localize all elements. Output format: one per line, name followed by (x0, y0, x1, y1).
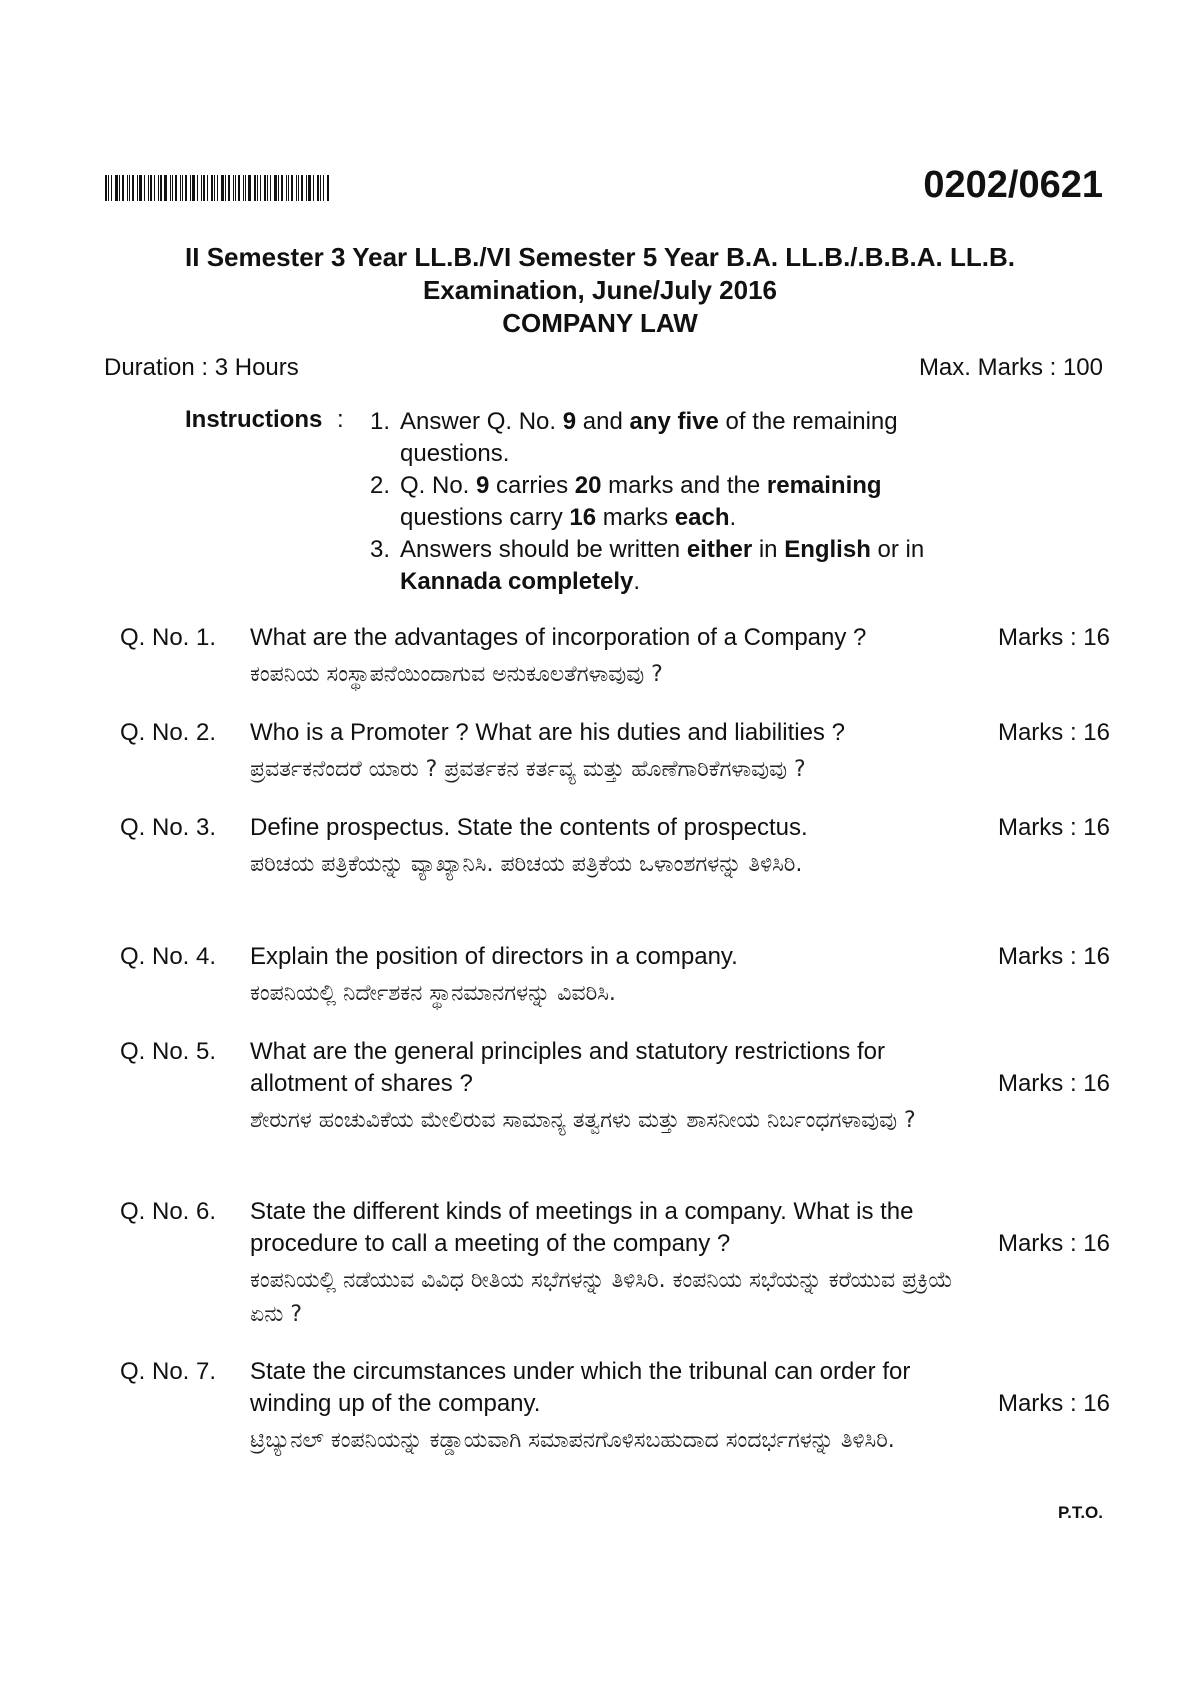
barcode-bar (278, 175, 279, 201)
instruction-item: 1. Answer Q. No. 9 and any five of the remaining questions. (369, 408, 898, 467)
barcode-bar (172, 175, 173, 201)
barcode-bar (228, 175, 230, 201)
question-2 (120, 717, 1110, 797)
question-3 (120, 812, 1110, 922)
question-number: Q. No. 7. (120, 1358, 217, 1385)
question-text-english: What are the general principles and statutory restrictions for allotment of shares ? (250, 1038, 885, 1097)
question-text-english: Define prospectus. State the contents of prospectus. (250, 814, 808, 841)
barcode-bar (264, 175, 266, 201)
question-text-english: What are the advantages of incorporation of a Company ? (250, 624, 867, 651)
barcode-bar (323, 175, 324, 201)
question-7 (120, 1356, 1110, 1496)
barcode-bar (182, 175, 183, 201)
question-5 (120, 1036, 1110, 1176)
barcode-bar (233, 175, 234, 201)
question-text-english: State the circumstances under which the tribunal can order for winding up of the company. (250, 1358, 911, 1417)
max-marks: Max. Marks : 100 (918, 354, 1103, 381)
question-text-kannada: ಪ್ರವರ್ತಕನೆಂದರೆ ಯಾರು ? ಪ್ರವರ್ತಕನ ಕರ್ತವ್ಯ ಮತ್ತು ಹೊಣೆಗಾರಿಕೆಗಳಾವುವು ? (250, 757, 806, 782)
question-text-english: State the different kinds of meetings in a company. What is the procedure to call a meeting of the company ? (250, 1198, 914, 1257)
barcode-bar (154, 175, 155, 201)
barcode-bar (127, 175, 128, 201)
question-text-kannada: ಕಂಪನಿಯಲ್ಲಿ ನಿರ್ದೇಶಕನ ಸ್ಥಾನಮಾನಗಳನ್ನು ವಿವರಿಸಿ. (250, 981, 616, 1006)
question-6 (120, 1196, 1110, 1336)
barcode-bar (301, 175, 303, 201)
barcode-bar (185, 175, 187, 201)
question-1 (120, 622, 1110, 702)
question-number: Q. No. 3. (120, 814, 217, 841)
question-marks: Marks : 16 (997, 1230, 1110, 1257)
barcode-bar (270, 175, 271, 201)
question-number: Q. No. 1. (120, 624, 217, 651)
question-marks: Marks : 16 (997, 624, 1110, 651)
barcode-bar (243, 175, 244, 201)
barcode-bar (298, 175, 299, 201)
barcode-bar (267, 175, 268, 201)
barcode-bar (180, 175, 181, 201)
barcode-bar (306, 175, 307, 201)
question-number: Q. No. 2. (120, 719, 217, 746)
instruction-item: 2. Q. No. 9 carries 20 marks and the remaining questions carry 16 marks each. (369, 472, 882, 531)
question-text-kannada: ಟ್ರಿಬ್ಯುನಲ್ ಕಂಪನಿಯನ್ನು ಕಡ್ಡಾಯವಾಗಿ ಸಮಾಪನಗೊಳಿಸಬಹುದಾದ ಸಂದರ್ಭಗಳನ್ನು ತಿಳಿಸಿರಿ. (250, 1428, 895, 1453)
barcode-bar (327, 175, 329, 201)
barcode-bar (132, 175, 134, 201)
barcode-bar (260, 175, 261, 201)
barcode-bar (164, 175, 167, 201)
instruction-item: 3. Answers should be written either in English or in Kannada completely. (369, 536, 925, 595)
barcode-bar (105, 175, 107, 201)
barcode-bar (296, 175, 297, 201)
question-text-kannada: ಶೇರುಗಳ ಹಂಚುವಿಕೆಯ ಮೇಲಿರುವ ಸಾಮಾನ್ಯ ತತ್ವಗಳು ಮತ್ತು ಶಾಸನೀಯ ನಿರ್ಬಂಧಗಳಾವುವು ? (250, 1108, 916, 1133)
barcode-bar (245, 175, 246, 201)
question-text-kannada: ಕಂಪನಿಯಲ್ಲಿ ನಡೆಯುವ ವಿವಿಧ ರೀತಿಯ ಸಭೆಗಳನ್ನು ತಿಳಿಸಿರಿ. ಕಂಪನಿಯ ಸಭೆಯನ್ನು ಕರೆಯುವ ಪ್ರಕ್ರಿಯೆ ಏನು ? (250, 1268, 953, 1327)
exam-title-line-1: II Semester 3 Year LL.B./VI Semester 5 Year B.A. LL.B./.B.B.A. LL.B. (185, 242, 1015, 272)
barcode-bar (190, 175, 191, 201)
barcode-bar (137, 175, 138, 201)
exam-title-line-2: Examination, June/July 2016 (422, 275, 778, 305)
subject-title: COMPANY LAW (502, 308, 698, 338)
barcode-bar (139, 175, 142, 201)
barcode-bar (211, 175, 213, 201)
question-marks: Marks : 16 (997, 719, 1110, 746)
barcode-bar (274, 175, 277, 201)
barcode-bar (248, 175, 251, 201)
barcode-bar (119, 175, 120, 201)
barcode-bar (160, 175, 162, 201)
barcode-bar (158, 175, 159, 201)
barcode-bar (254, 175, 256, 201)
barcode-bar (288, 175, 289, 201)
barcode-bar (214, 175, 215, 201)
barcode-bar (122, 175, 124, 201)
barcode-bar (150, 175, 152, 201)
barcode-bar (197, 175, 198, 201)
question-number: Q. No. 4. (120, 943, 217, 970)
barcode-bar (192, 175, 195, 201)
barcode-bar (317, 175, 319, 201)
barcode-bar (170, 175, 171, 201)
barcode-bar (221, 175, 224, 201)
barcode-bar (129, 175, 130, 201)
instructions-label: Instructions (185, 406, 323, 433)
question-text-kannada: ಪರಿಚಯ ಪತ್ರಿಕೆಯನ್ನು ವ್ಯಾಖ್ಯಾನಿಸಿ. ಪರಿಚಯ ಪತ್ರಿಕೆಯ ಒಳಾಂಶಗಳನ್ನು ತಿಳಿಸಿರಿ. (250, 852, 803, 877)
barcode-bar (291, 175, 293, 201)
barcode-bar (115, 175, 118, 201)
barcode-bar (225, 175, 226, 201)
barcode-bar (313, 175, 314, 201)
barcode-bar (257, 175, 258, 201)
barcode-bar (217, 175, 218, 201)
barcode-bar (238, 175, 240, 201)
instructions-colon: : (337, 406, 344, 433)
question-marks: Marks : 16 (997, 1070, 1110, 1097)
barcode-bar (235, 175, 236, 201)
barcode-bar (320, 175, 321, 201)
question-number: Q. No. 6. (120, 1198, 217, 1225)
barcode-bar (201, 175, 202, 201)
pto-label: P.T.O. (1057, 1503, 1103, 1522)
question-text-english: Explain the position of directors in a company. (250, 943, 738, 970)
instructions-list (350, 406, 960, 598)
barcode-bar (144, 175, 145, 201)
question-marks: Marks : 16 (997, 814, 1110, 841)
question-number: Q. No. 5. (120, 1038, 217, 1065)
barcode-bar (286, 175, 287, 201)
barcode-bar (108, 175, 109, 201)
barcode-bar (175, 175, 177, 201)
barcode (105, 175, 335, 201)
question-text-english: Who is a Promoter ? What are his duties and liabilities ? (250, 719, 845, 746)
barcode-bar (148, 175, 149, 201)
barcode-bar (207, 175, 208, 201)
question-marks: Marks : 16 (997, 1390, 1110, 1417)
question-4 (120, 941, 1110, 1021)
question-text-kannada: ಕಂಪನಿಯ ಸಂಸ್ಥಾಪನೆಯಿಂದಾಗುವ ಅನುಕೂಲತೆಗಳಾವುವು ? (250, 662, 663, 687)
barcode-bar (281, 175, 283, 201)
barcode-bar (111, 175, 112, 201)
barcode-bar (308, 175, 311, 201)
question-marks: Marks : 16 (997, 943, 1110, 970)
duration: Duration : 3 Hours (104, 354, 299, 381)
barcode-bar (203, 175, 205, 201)
paper-code: 0202/0621 (923, 164, 1103, 206)
